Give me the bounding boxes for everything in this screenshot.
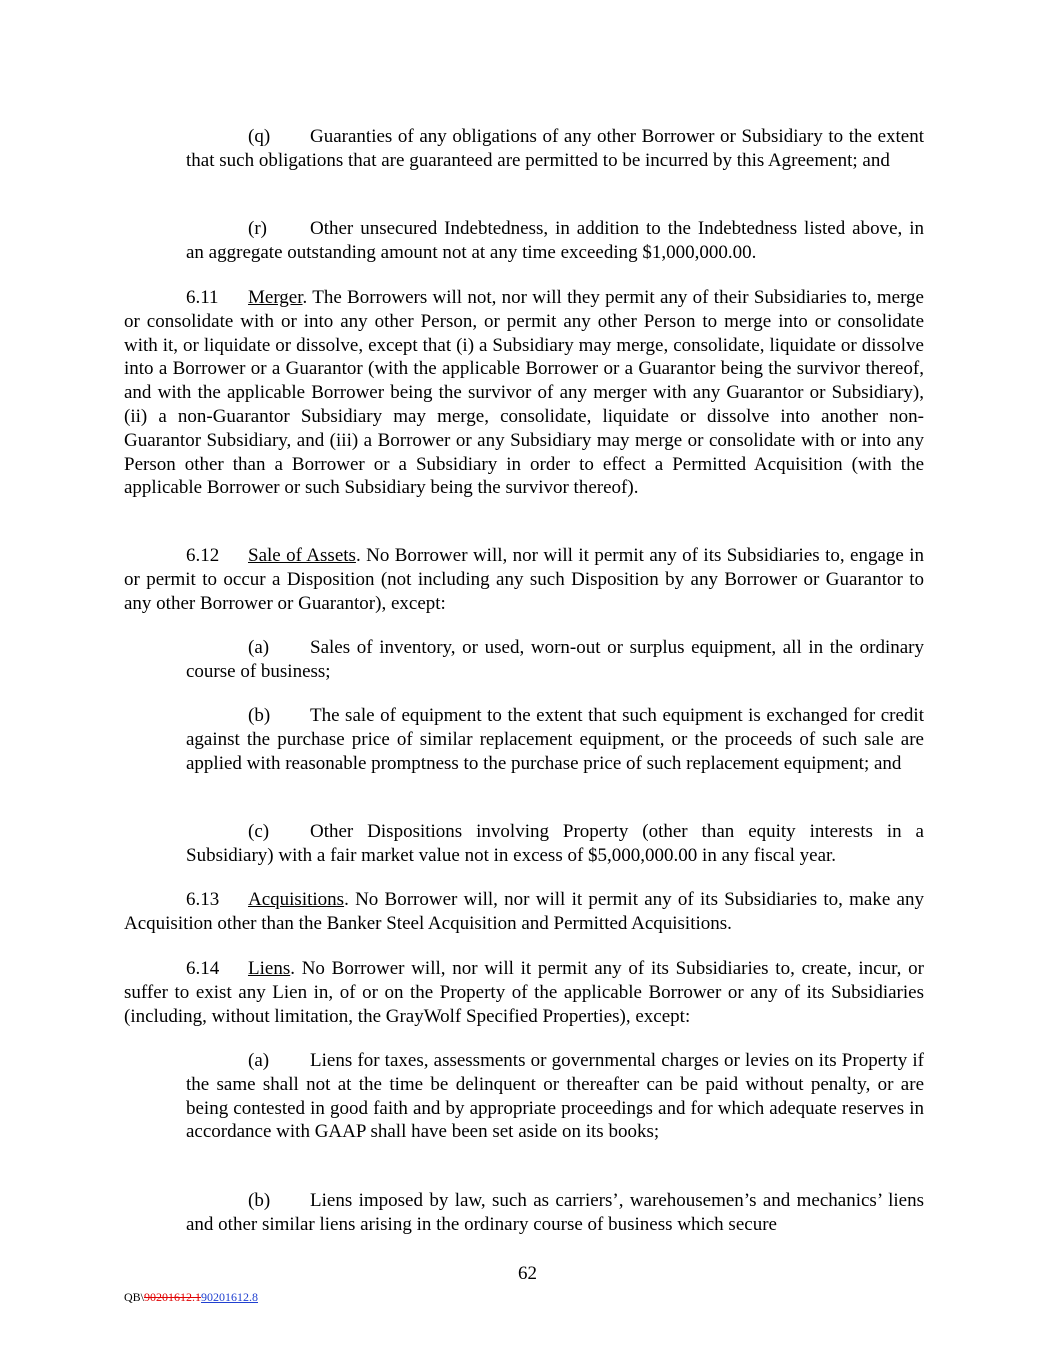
item-text: Liens imposed by law, such as carriers’, warehousemen’s and mechanics’ liens and other similar liens arising in the ordinary course of business which secure [186,1190,924,1235]
item-text: Other Dispositions involving Property (other than equity interests in a Subsidiary) with a fair market value not in excess of $5,000,000.00 in any fiscal year. [186,821,924,866]
paragraph-r [186,217,924,265]
paragraph-6-14-a [186,1049,924,1144]
item-text: Guaranties of any obligations of any other Borrower or Subsidiary to the extent that such obligations that are guaranteed are permitted to be incurred by this Agreement; and [186,126,924,171]
item-label: (c) [248,821,270,842]
section-6-12 [124,544,924,615]
item-text: The sale of equipment to the extent that such equipment is exchanged for credit against the purchase price of similar replacement equipment, or the proceeds of such sale are applied with reasonable promptness to the purchase price of such replacement equipment; and [186,705,924,774]
paragraph-6-12-a [186,636,924,684]
item-text: Sales of inventory, or used, worn-out or surplus equipment, all in the ordinary course of business; [186,637,924,682]
item-text: Liens for taxes, assessments or governmental charges or levies on its Property if the same shall not at the time be delinquent or thereafter can be paid without penalty, or are being contested in good faith and by appropriate proceedings and for which adequate reserves in accordance with GAAP shall have been set aside on its books; [186,1050,924,1143]
section-heading: Merger [248,287,303,308]
section-number: 6.14 [186,958,220,979]
item-label: (b) [248,1190,271,1211]
paragraph-6-12-b [186,704,924,775]
section-heading: Sale of Assets [248,545,356,566]
paragraph-q [186,125,924,173]
section-heading: Liens [248,958,291,979]
section-number: 6.13 [186,889,220,910]
section-text: . The Borrowers will not, nor will they permit any of their Subsidiaries to, merge or consolidate with or into any other Person, or permit any other Person to merge into or consolidate with it, or liquidate or dissolve, except that (i) a Subsidiary may merge, consolidate, liquidate or dissolve into a Borrower or a Guarantor (with the applicable Borrower or a Guarantor being the survivor thereof, and with the applicable Borrower being the survivor of any merger with any Guarantor or Subsidiary), (ii) a non-Guarantor Subsidiary may merge, consolidate, liquidate or dissolve into another non-Guarantor Subsidiary, and (iii) a Borrower or any Subsidiary may merge or consolidate with or into any Person other than a Borrower or a Subsidiary in order to effect a Permitted Acquisition (with the applicable Borrower or such Subsidiary being the survivor thereof). [124,287,924,499]
section-6-13 [124,888,924,936]
footer-inserted-id: 90201612.8 [201,1290,259,1304]
item-label: (q) [248,126,271,147]
section-6-11 [124,286,924,500]
section-text: . No Borrower will, nor will it permit any of its Subsidiaries to, make any Acquisition other than the Banker Steel Acquisition and Permitted Acquisitions. [124,889,924,934]
section-number: 6.12 [186,545,220,566]
item-label: (b) [248,705,271,726]
item-label: (a) [248,637,270,658]
section-number: 6.11 [186,287,219,308]
item-text: Other unsecured Indebtedness, in addition to the Indebtedness listed above, in an aggregate outstanding amount not at any time exceeding $1,000,000.00. [186,218,924,263]
section-heading: Acquisitions [248,889,345,910]
footer-prefix: QB\ [124,1290,145,1304]
footer-deleted-id: 90201612.1 [144,1290,202,1304]
paragraph-6-14-b [186,1189,924,1237]
item-label: (a) [248,1050,270,1071]
page-number: 62 [518,1263,537,1284]
paragraph-6-12-c [186,820,924,868]
section-6-14 [124,957,924,1028]
section-text: . No Borrower will, nor will it permit any of its Subsidiaries to, create, incur, or suffer to exist any Lien in, of or on the Property of the applicable Borrower or any of its Subsidiaries (including, without limitation, the GrayWolf Specified Properties), except: [124,958,924,1027]
document-footer-id [124,1289,258,1305]
section-text: . No Borrower will, nor will it permit any of its Subsidiaries to, engage in or permit to occur a Disposition (not including any such Disposition by any Borrower or Guarantor to any other Borrower or Guarantor), except: [124,545,924,614]
item-label: (r) [248,218,267,239]
